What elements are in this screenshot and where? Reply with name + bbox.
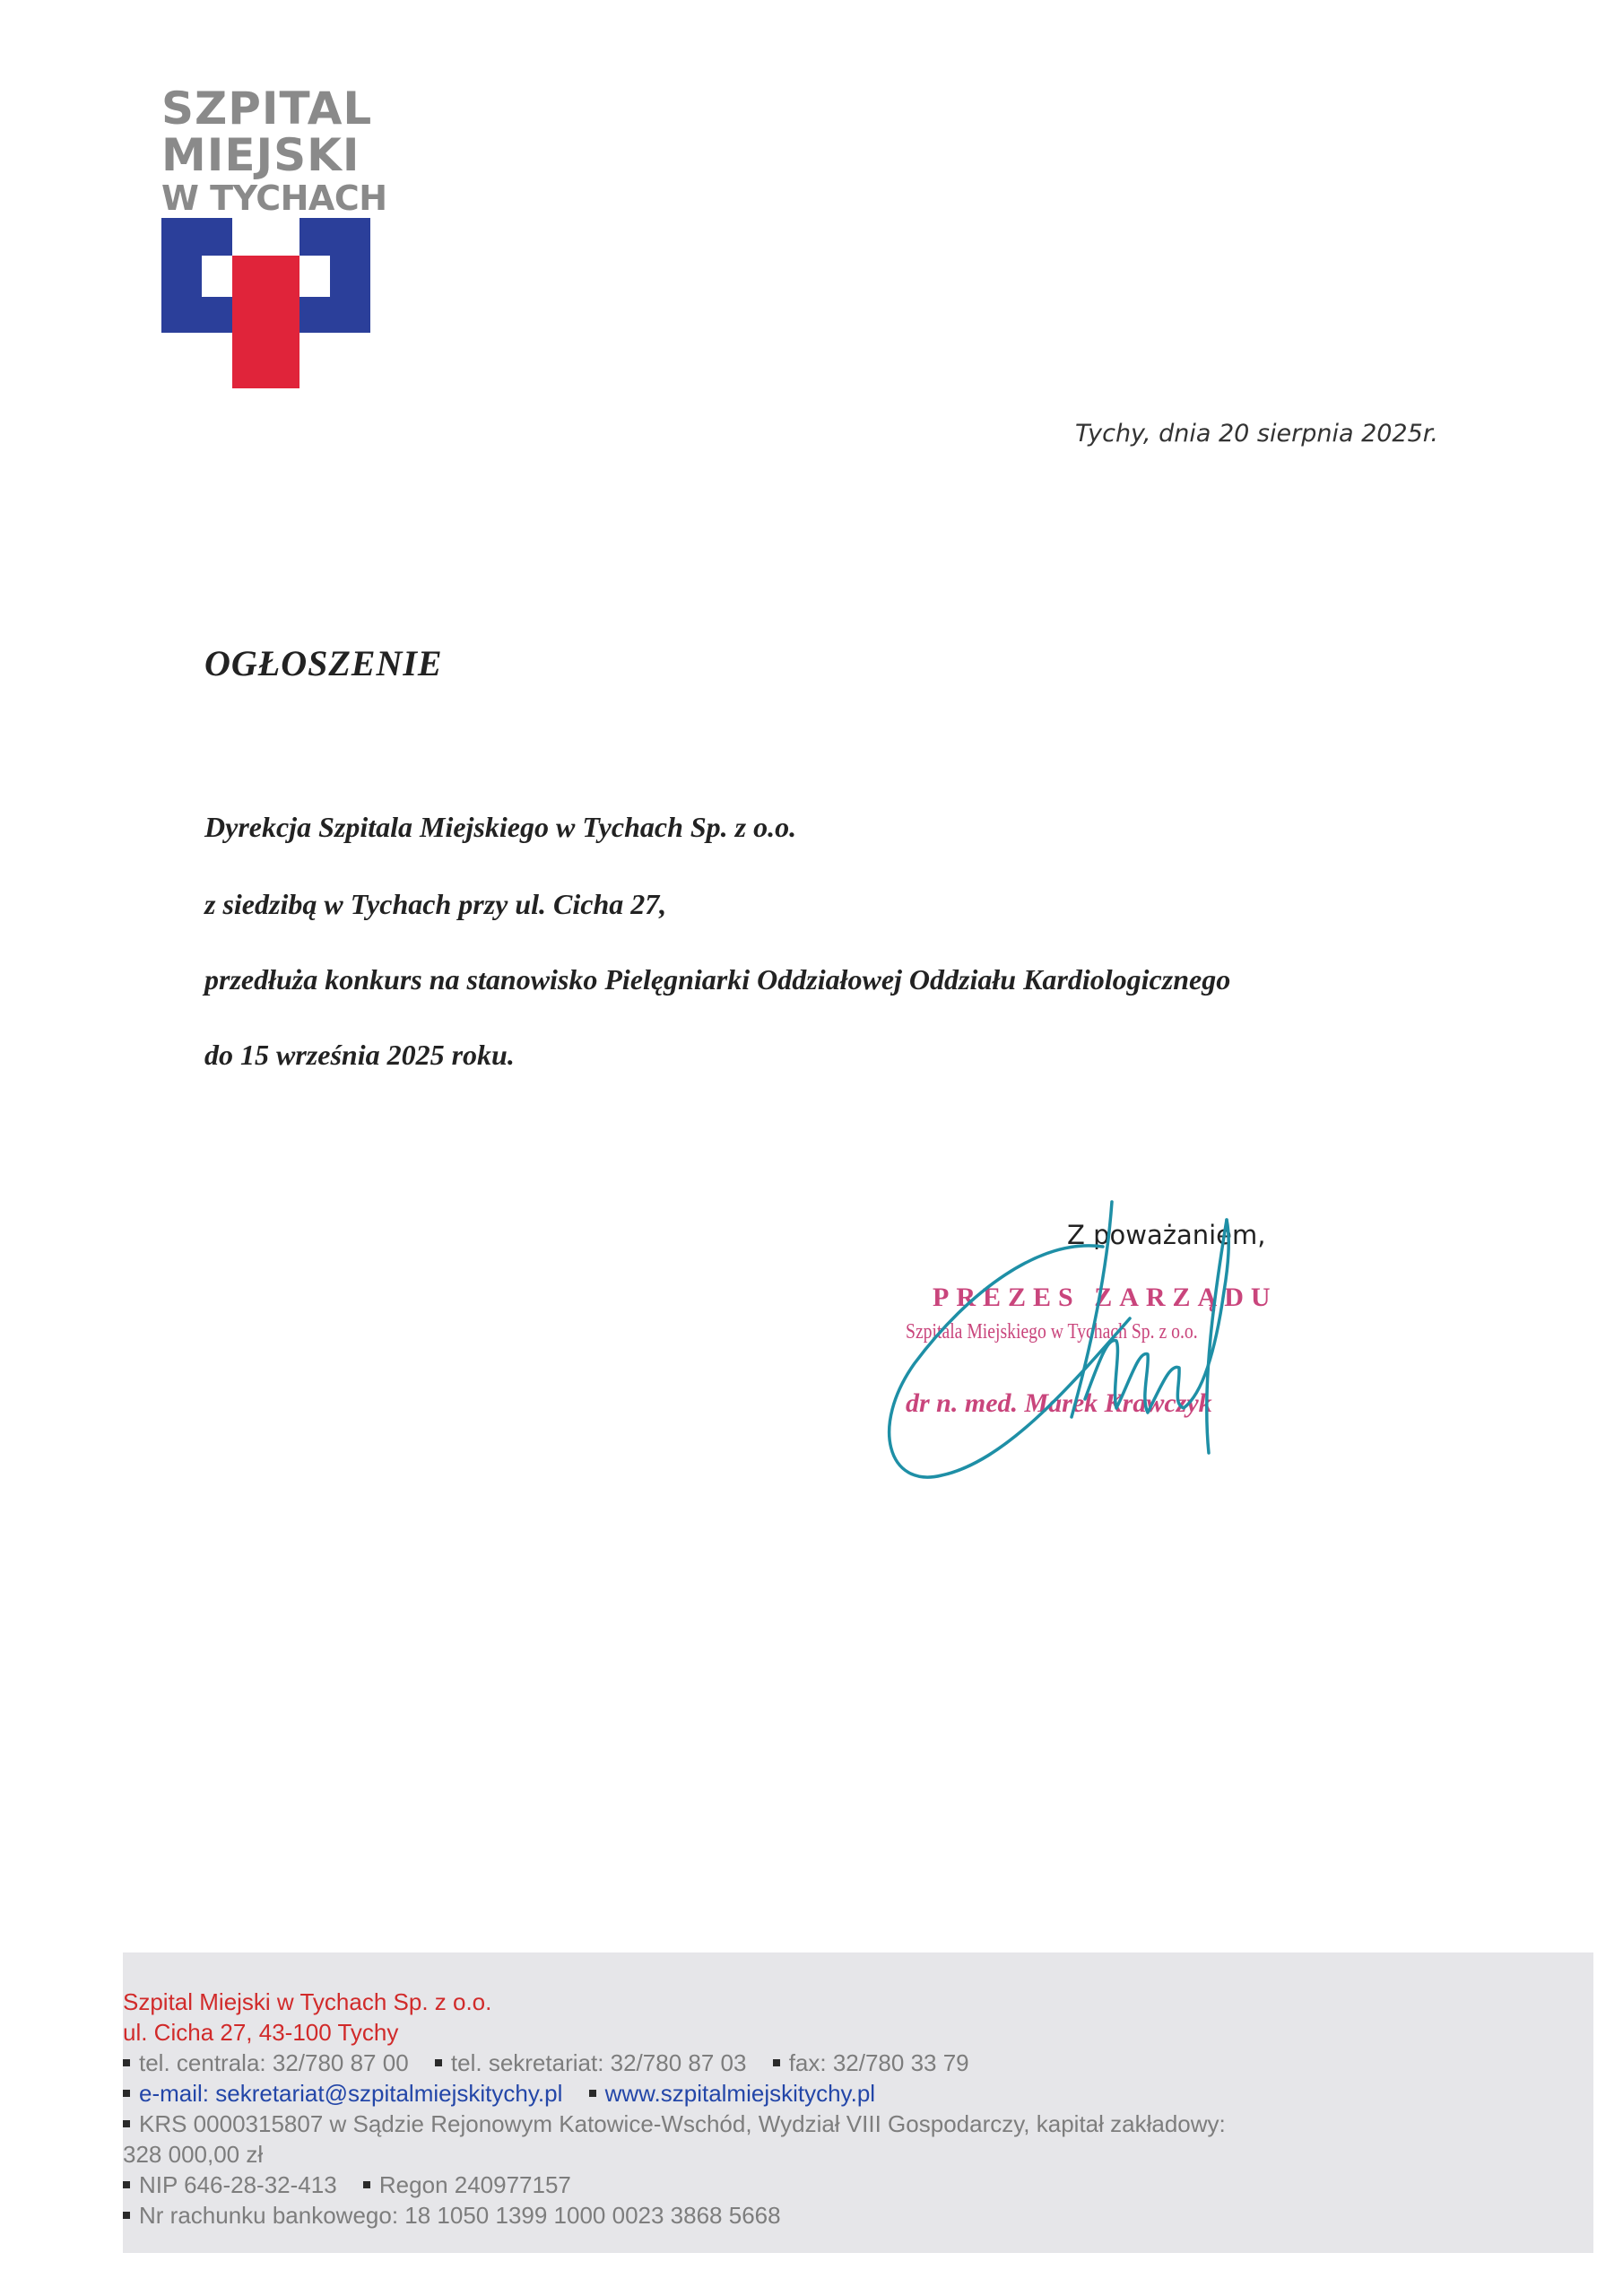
footer-regon: Regon 240977157 bbox=[378, 2171, 571, 2198]
logo-line-3: W TYCHACH bbox=[161, 178, 387, 218]
bullet-icon bbox=[123, 2212, 130, 2219]
hospital-logo-text bbox=[161, 83, 395, 218]
bullet-icon bbox=[363, 2181, 370, 2188]
footer-tel-centrala: tel. centrala: 32/780 87 00 bbox=[139, 2049, 409, 2076]
footer-phones bbox=[123, 2048, 1226, 2078]
stamp-title: PREZES ZARZĄDU bbox=[933, 1283, 1278, 1312]
letter-date: Tychy, dnia 20 sierpnia 2025r. bbox=[1074, 420, 1438, 448]
footer-krs bbox=[123, 2109, 1226, 2139]
handwritten-signature-icon bbox=[861, 1184, 1273, 1507]
footer-tax-ids bbox=[123, 2170, 1226, 2200]
bullet-icon bbox=[589, 2090, 596, 2097]
logo-line-1: SZPITAL bbox=[161, 83, 373, 135]
hospital-cross-logo-icon bbox=[161, 218, 377, 388]
announcement-title: OGŁOSZENIE bbox=[204, 643, 443, 683]
letterhead-footer bbox=[123, 1952, 1593, 2253]
footer-bank bbox=[123, 2200, 1226, 2231]
stamp-organization: Szpitala Miejskiego w Tychach Sp. z o.o. bbox=[906, 1320, 1198, 1344]
body-line-2: z siedzibą w Tychach przy ul. Cicha 27, bbox=[204, 888, 667, 920]
footer-nip: NIP 646-28-32-413 bbox=[139, 2171, 337, 2198]
bullet-icon bbox=[123, 2059, 130, 2066]
footer-address: ul. Cicha 27, 43-100 Tychy bbox=[123, 2019, 399, 2046]
bullet-icon bbox=[123, 2120, 130, 2127]
bullet-icon bbox=[773, 2059, 780, 2066]
body-line-3: przedłuża konkurs na stanowisko Pielęgniarki Oddziałowej Oddziału Kardiologicznego bbox=[204, 963, 1231, 996]
closing-phrase: Z poważaniem, bbox=[1067, 1220, 1266, 1250]
stamp-name: dr n. med. Marek Krawczyk bbox=[906, 1388, 1212, 1418]
footer-email-link[interactable]: e-mail: sekretariat@szpitalmiejskitychy.pl bbox=[139, 2080, 563, 2107]
footer-tel-sekretariat: tel. sekretariat: 32/780 87 03 bbox=[450, 2049, 747, 2076]
footer-website-link[interactable]: www.szpitalmiejskitychy.pl bbox=[604, 2080, 876, 2107]
bullet-icon bbox=[435, 2059, 442, 2066]
footer-contacts bbox=[123, 2078, 1226, 2109]
body-line-1: Dyrekcja Szpitala Miejskiego w Tychach Sp. z o.o. bbox=[204, 811, 797, 843]
bullet-icon bbox=[123, 2090, 130, 2097]
footer-krs-text: KRS 0000315807 w Sądzie Rejonowym Katowice-Wschód, Wydział VIII Gospodarczy, kapitał zakładowy: bbox=[139, 2110, 1226, 2137]
footer-capital: 328 000,00 zł bbox=[123, 2141, 264, 2168]
footer-fax: fax: 32/780 33 79 bbox=[788, 2049, 969, 2076]
body-line-4: do 15 września 2025 roku. bbox=[204, 1039, 515, 1071]
footer-bank-account: Nr rachunku bankowego: 18 1050 1399 1000 0023 3868 5668 bbox=[139, 2202, 781, 2229]
bullet-icon bbox=[123, 2181, 130, 2188]
footer-company: Szpital Miejski w Tychach Sp. z o.o. bbox=[123, 1988, 492, 2015]
logo-line-2: MIEJSKI bbox=[161, 129, 360, 181]
